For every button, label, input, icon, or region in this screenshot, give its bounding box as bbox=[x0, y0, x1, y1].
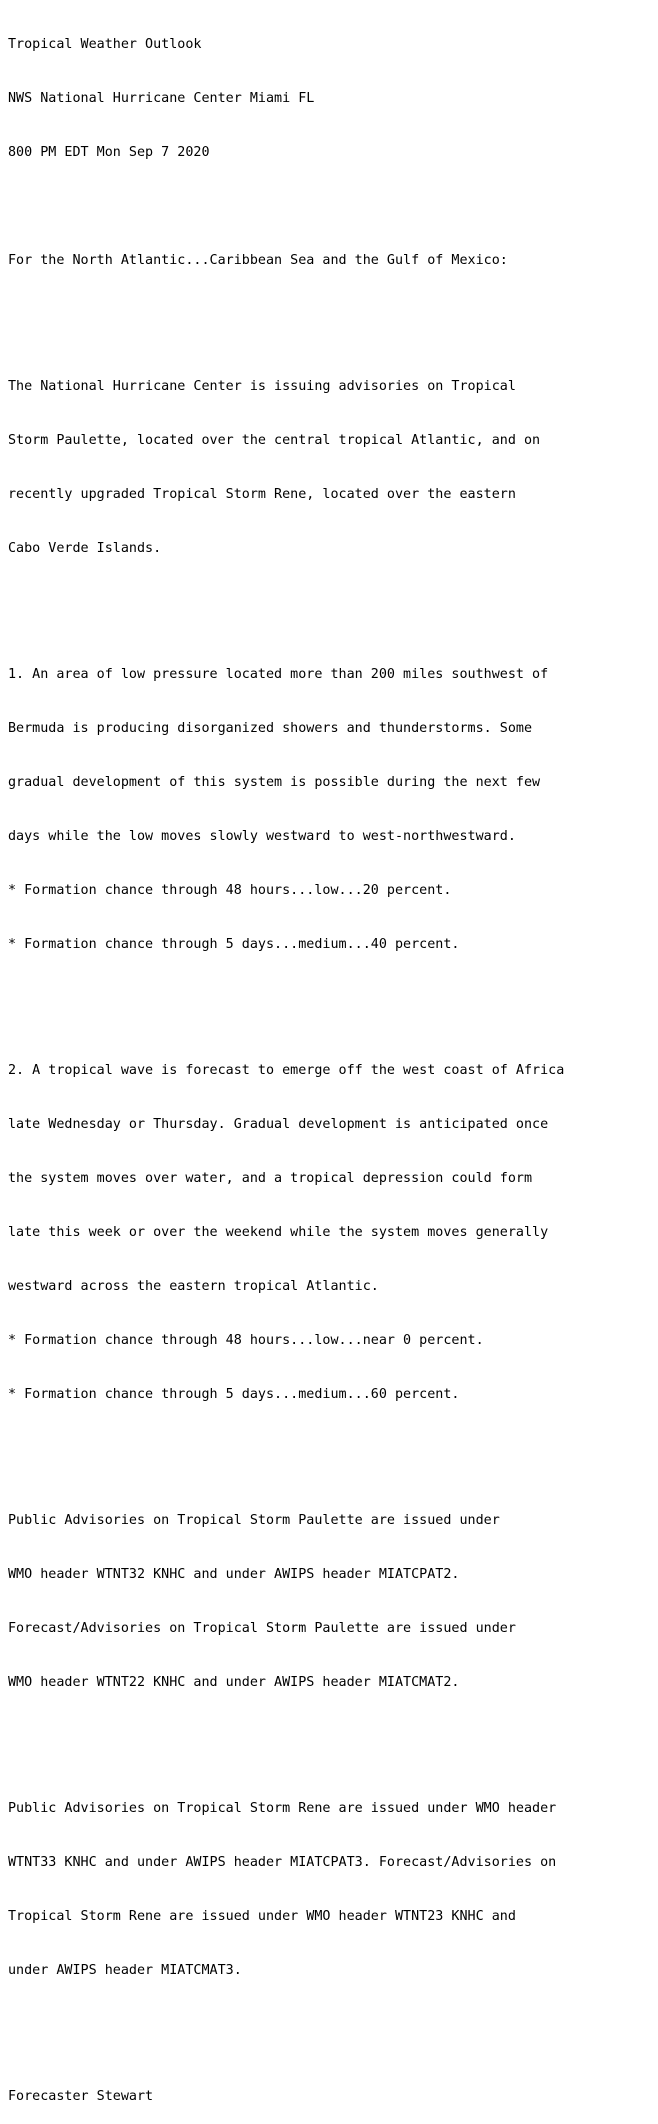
outlook-2-line: the system moves over water, and a tropical depression could form bbox=[8, 1171, 533, 1186]
outlook-2-line: westward across the eastern tropical Atlantic. bbox=[8, 1279, 379, 1294]
outlook-1-formation-48h: * Formation chance through 48 hours...low...20 percent. bbox=[8, 883, 452, 898]
spacer bbox=[8, 594, 658, 612]
outlook-1-line: 1. An area of low pressure located more than 200 miles southwest of bbox=[8, 667, 549, 682]
intro-line: The National Hurricane Center is issuing advisories on Tropical bbox=[8, 379, 516, 394]
outlook-1-formation-5d: * Formation chance through 5 days...medium...40 percent. bbox=[8, 937, 460, 952]
spacer bbox=[8, 198, 658, 216]
outlook-1-line: gradual development of this system is possible during the next few bbox=[8, 775, 541, 790]
forecaster-signoff: Forecaster Stewart bbox=[8, 2089, 154, 2104]
outlook-1-line: Bermuda is producing disorganized showers and thunderstorms. Some bbox=[8, 721, 533, 736]
outlook-2-formation-5d: * Formation chance through 5 days...medium...60 percent. bbox=[8, 1387, 460, 1402]
issuing-office: NWS National Hurricane Center Miami FL bbox=[8, 91, 315, 106]
rene-advisory-line: Public Advisories on Tropical Storm Rene are issued under WMO header bbox=[8, 1801, 557, 1816]
paulette-advisory-line: WMO header WTNT32 KNHC and under AWIPS header MIATCPAT2. bbox=[8, 1567, 460, 1582]
spacer bbox=[8, 1728, 658, 1746]
intro-line: Storm Paulette, located over the central tropical Atlantic, and on bbox=[8, 433, 541, 448]
outlook-2-line: 2. A tropical wave is forecast to emerge off the west coast of Africa bbox=[8, 1063, 565, 1078]
intro-line: recently upgraded Tropical Storm Rene, located over the eastern bbox=[8, 487, 516, 502]
paulette-advisory-line: Public Advisories on Tropical Storm Paulette are issued under bbox=[8, 1513, 500, 1528]
outlook-1-line: days while the low moves slowly westward to west-northwestward. bbox=[8, 829, 516, 844]
region-heading: For the North Atlantic...Caribbean Sea and the Gulf of Mexico: bbox=[8, 253, 508, 268]
outlook-2-line: late this week or over the weekend while the system moves generally bbox=[8, 1225, 549, 1240]
spacer bbox=[8, 2016, 658, 2034]
intro-line: Cabo Verde Islands. bbox=[8, 541, 162, 556]
rene-advisory-line: under AWIPS header MIATCMAT3. bbox=[8, 1963, 242, 1978]
rene-advisory-line: WTNT33 KNHC and under AWIPS header MIATCPAT3. Forecast/Advisories on bbox=[8, 1855, 557, 1870]
paulette-advisory-line: Forecast/Advisories on Tropical Storm Paulette are issued under bbox=[8, 1621, 516, 1636]
spacer bbox=[8, 1440, 658, 1458]
spacer bbox=[8, 306, 658, 324]
document-title: Tropical Weather Outlook bbox=[8, 37, 202, 52]
spacer bbox=[8, 990, 658, 1008]
paulette-advisory-line: WMO header WTNT22 KNHC and under AWIPS header MIATCMAT2. bbox=[8, 1675, 460, 1690]
rene-advisory-line: Tropical Storm Rene are issued under WMO header WTNT23 KNHC and bbox=[8, 1909, 516, 1924]
outlook-2-line: late Wednesday or Thursday. Gradual development is anticipated once bbox=[8, 1117, 549, 1132]
outlook-2-formation-48h: * Formation chance through 48 hours...low...near 0 percent. bbox=[8, 1333, 484, 1348]
issue-time: 800 PM EDT Mon Sep 7 2020 bbox=[8, 145, 210, 160]
